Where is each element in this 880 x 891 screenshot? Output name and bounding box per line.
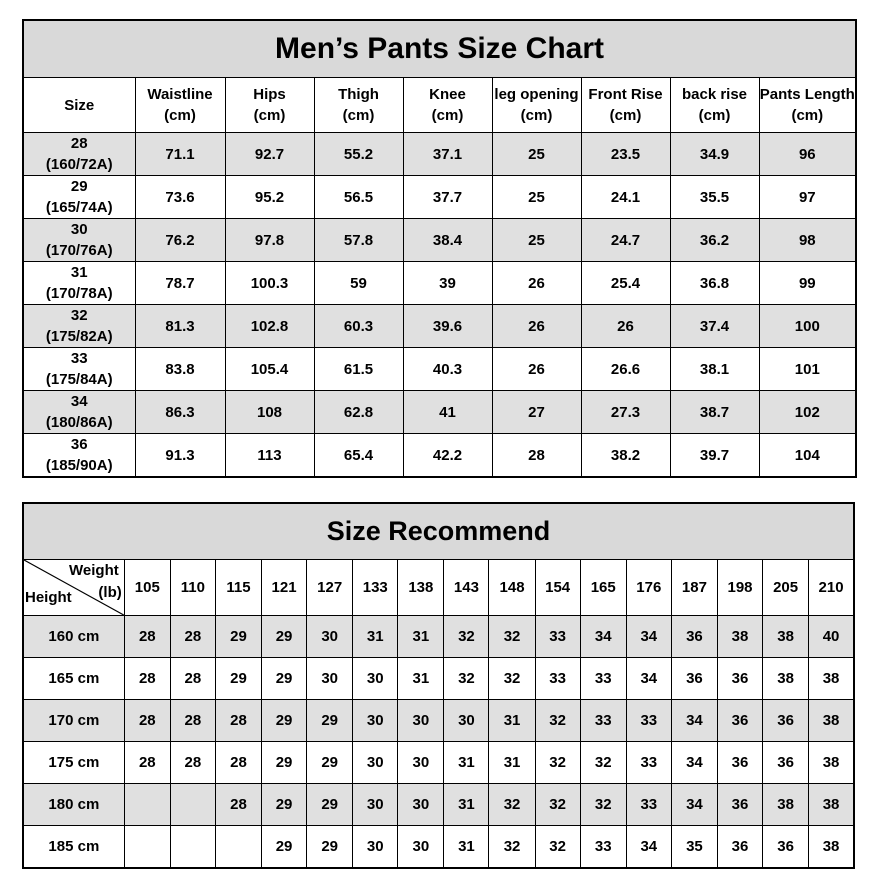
measurement-cell: 98 [759, 219, 856, 262]
height-cell: 180 cm [23, 784, 124, 826]
recommended-size-cell: 34 [671, 742, 717, 784]
height-row [23, 826, 854, 869]
recommended-size-cell: 33 [535, 658, 580, 700]
recommended-size-cell: 32 [489, 784, 535, 826]
measurement-cell: 105.4 [225, 348, 314, 391]
size-cell [23, 348, 135, 391]
size-code: (185/90A) [45, 457, 113, 474]
recommended-size-cell: 38 [717, 616, 762, 658]
height-cell: 165 cm [23, 658, 124, 700]
recommended-size-cell: 32 [580, 784, 626, 826]
measurement-cell: 108 [225, 391, 314, 434]
weight-header-cell: 176 [626, 560, 671, 616]
recommended-size-cell: 30 [353, 826, 398, 869]
measurement-cell: 100.3 [225, 262, 314, 305]
size-code: (170/78A) [45, 285, 113, 302]
measurement-cell: 95.2 [225, 176, 314, 219]
recommended-size-cell: 35 [671, 826, 717, 869]
recommended-size-cell: 28 [124, 658, 170, 700]
size-row [23, 133, 856, 176]
weight-header-cell: 187 [671, 560, 717, 616]
recommended-size-cell: 29 [307, 784, 353, 826]
recommended-size-cell: 30 [353, 784, 398, 826]
column-header [23, 78, 135, 133]
size-number: 36 [70, 436, 88, 453]
recommended-size-cell [170, 784, 215, 826]
recommended-size-cell: 38 [763, 658, 809, 700]
measurement-cell: 37.1 [403, 133, 492, 176]
measurement-cell: 102.8 [225, 305, 314, 348]
recommended-size-cell: 36 [717, 700, 762, 742]
recommended-size-cell: 32 [444, 616, 489, 658]
recommended-size-cell: 36 [717, 742, 762, 784]
column-header-name: Thigh [338, 86, 379, 103]
recommended-size-cell: 32 [535, 826, 580, 869]
recommended-size-cell: 33 [535, 616, 580, 658]
recommended-size-cell: 38 [763, 784, 809, 826]
column-header [759, 78, 856, 133]
size-number: 30 [70, 221, 88, 238]
recommended-size-cell: 29 [307, 700, 353, 742]
measurement-cell: 55.2 [314, 133, 403, 176]
recommended-size-cell: 36 [763, 826, 809, 869]
recommended-size-cell: 28 [215, 700, 261, 742]
recommended-size-cell: 29 [215, 658, 261, 700]
measurement-cell: 92.7 [225, 133, 314, 176]
measurement-cell: 81.3 [135, 305, 225, 348]
measurement-cell: 97.8 [225, 219, 314, 262]
size-row [23, 176, 856, 219]
measurement-cell: 101 [759, 348, 856, 391]
weight-unit-label: (lb) [98, 584, 122, 601]
recommended-size-cell: 36 [717, 784, 762, 826]
recommended-size-cell: 30 [353, 700, 398, 742]
measurement-cell: 26.6 [581, 348, 670, 391]
recommended-size-cell: 32 [444, 658, 489, 700]
weight-header-cell: 143 [444, 560, 489, 616]
column-header-name: Hips [253, 86, 286, 103]
column-header-unit: (cm) [520, 107, 553, 124]
size-recommend-title: Size Recommend [23, 503, 854, 560]
column-header [670, 78, 759, 133]
column-header-name: Size [64, 96, 95, 114]
recommended-size-cell: 28 [170, 742, 215, 784]
recommended-size-cell: 29 [262, 784, 307, 826]
column-header [225, 78, 314, 133]
column-header-name: Waistline [147, 86, 213, 103]
weight-header-cell: 121 [262, 560, 307, 616]
recommended-size-cell: 32 [535, 784, 580, 826]
column-header [314, 78, 403, 133]
recommended-size-cell: 31 [489, 742, 535, 784]
size-row [23, 434, 856, 478]
column-header-unit: (cm) [609, 107, 642, 124]
recommended-size-cell [124, 784, 170, 826]
size-chart-header-row [23, 78, 856, 133]
measurement-cell: 38.7 [670, 391, 759, 434]
measurement-cell: 39 [403, 262, 492, 305]
measurement-cell: 36.8 [670, 262, 759, 305]
recommended-size-cell: 38 [809, 742, 854, 784]
recommended-size-cell: 33 [626, 700, 671, 742]
height-row [23, 700, 854, 742]
measurement-cell: 24.1 [581, 176, 670, 219]
size-code: (170/76A) [45, 242, 113, 259]
measurement-cell: 25 [492, 133, 581, 176]
measurement-cell: 38.4 [403, 219, 492, 262]
height-cell: 160 cm [23, 616, 124, 658]
recommended-size-cell: 38 [809, 784, 854, 826]
recommended-size-cell: 31 [398, 616, 444, 658]
height-row [23, 742, 854, 784]
recommended-size-cell: 32 [535, 742, 580, 784]
recommended-size-cell: 33 [626, 742, 671, 784]
size-number: 33 [70, 350, 88, 367]
recommended-size-cell: 34 [671, 784, 717, 826]
size-number: 29 [70, 178, 88, 195]
measurement-cell: 73.6 [135, 176, 225, 219]
size-row [23, 262, 856, 305]
measurement-cell: 27.3 [581, 391, 670, 434]
size-recommend-table [22, 502, 855, 869]
size-number: 32 [70, 307, 88, 324]
measurement-cell: 113 [225, 434, 314, 478]
measurement-cell: 28 [492, 434, 581, 478]
measurement-cell: 37.7 [403, 176, 492, 219]
recommended-size-cell [170, 826, 215, 869]
recommended-size-cell: 38 [763, 616, 809, 658]
column-header-unit: (cm) [342, 107, 375, 124]
recommended-size-cell: 30 [444, 700, 489, 742]
height-cell: 170 cm [23, 700, 124, 742]
measurement-cell: 56.5 [314, 176, 403, 219]
recommended-size-cell: 38 [809, 826, 854, 869]
measurement-cell: 99 [759, 262, 856, 305]
measurement-cell: 23.5 [581, 133, 670, 176]
measurement-cell: 38.2 [581, 434, 670, 478]
recommended-size-cell: 29 [262, 742, 307, 784]
weight-height-corner-cell [23, 560, 124, 616]
measurement-cell: 24.7 [581, 219, 670, 262]
recommended-size-cell: 28 [170, 658, 215, 700]
column-header [581, 78, 670, 133]
recommended-size-cell: 36 [717, 658, 762, 700]
measurement-cell: 27 [492, 391, 581, 434]
weight-header-cell: 115 [215, 560, 261, 616]
size-code: (165/74A) [45, 199, 113, 216]
measurement-cell: 60.3 [314, 305, 403, 348]
weight-header-cell: 127 [307, 560, 353, 616]
size-code: (175/84A) [45, 371, 113, 388]
size-row [23, 391, 856, 434]
recommended-size-cell: 31 [444, 784, 489, 826]
recommended-size-cell: 32 [580, 742, 626, 784]
measurement-cell: 96 [759, 133, 856, 176]
recommended-size-cell: 30 [398, 826, 444, 869]
weight-header-cell: 105 [124, 560, 170, 616]
recommended-size-cell: 29 [215, 616, 261, 658]
measurement-cell: 36.2 [670, 219, 759, 262]
recommended-size-cell: 28 [215, 742, 261, 784]
measurement-cell: 91.3 [135, 434, 225, 478]
height-row [23, 784, 854, 826]
height-cell: 175 cm [23, 742, 124, 784]
measurement-cell: 25.4 [581, 262, 670, 305]
recommended-size-cell: 36 [717, 826, 762, 869]
recommended-size-cell: 34 [626, 616, 671, 658]
measurement-cell: 40.3 [403, 348, 492, 391]
weight-header-cell: 198 [717, 560, 762, 616]
recommended-size-cell [215, 826, 261, 869]
recommended-size-cell: 30 [398, 742, 444, 784]
recommended-size-cell [124, 826, 170, 869]
recommended-size-cell: 32 [489, 658, 535, 700]
height-row [23, 658, 854, 700]
weight-header-cell: 154 [535, 560, 580, 616]
column-header-unit: (cm) [431, 107, 464, 124]
recommended-size-cell: 30 [398, 784, 444, 826]
measurement-cell: 25 [492, 176, 581, 219]
recommended-size-cell: 29 [307, 742, 353, 784]
column-header-unit: (cm) [791, 107, 824, 124]
measurement-cell: 26 [492, 262, 581, 305]
measurement-cell: 78.7 [135, 262, 225, 305]
column-header-name: back rise [681, 86, 748, 103]
size-cell [23, 133, 135, 176]
size-number: 31 [70, 264, 88, 281]
recommended-size-cell: 28 [124, 742, 170, 784]
weight-header-cell: 148 [489, 560, 535, 616]
measurement-cell: 37.4 [670, 305, 759, 348]
recommended-size-cell: 33 [626, 784, 671, 826]
recommended-size-cell: 36 [763, 742, 809, 784]
measurement-cell: 59 [314, 262, 403, 305]
height-axis-label: Height [25, 589, 72, 606]
weight-header-cell: 205 [763, 560, 809, 616]
recommended-size-cell: 30 [307, 616, 353, 658]
recommended-size-cell: 34 [626, 658, 671, 700]
recommended-size-cell: 28 [215, 784, 261, 826]
recommended-size-cell: 29 [262, 700, 307, 742]
measurement-cell: 71.1 [135, 133, 225, 176]
recommended-size-cell: 31 [398, 658, 444, 700]
recommended-size-cell: 29 [307, 826, 353, 869]
recommended-size-cell: 29 [262, 658, 307, 700]
recommended-size-cell: 34 [626, 826, 671, 869]
measurement-cell: 41 [403, 391, 492, 434]
weight-header-cell: 210 [809, 560, 854, 616]
measurement-cell: 100 [759, 305, 856, 348]
recommended-size-cell: 31 [444, 742, 489, 784]
recommended-size-cell: 32 [535, 700, 580, 742]
size-row [23, 305, 856, 348]
size-row [23, 219, 856, 262]
recommended-size-cell: 30 [307, 658, 353, 700]
size-code: (175/82A) [45, 328, 113, 345]
recommended-size-cell: 31 [444, 826, 489, 869]
column-header [492, 78, 581, 133]
measurement-cell: 61.5 [314, 348, 403, 391]
recommended-size-cell: 40 [809, 616, 854, 658]
column-header-unit: (cm) [164, 107, 196, 124]
size-row [23, 348, 856, 391]
measurement-cell: 26 [581, 305, 670, 348]
recommended-size-cell: 38 [809, 658, 854, 700]
size-code: (180/86A) [45, 414, 113, 431]
size-cell [23, 219, 135, 262]
size-chart-table [22, 19, 857, 478]
column-header-name: leg opening [494, 86, 579, 103]
column-header-name: Pants Length [759, 86, 855, 103]
recommended-size-cell: 33 [580, 700, 626, 742]
recommended-size-cell: 34 [671, 700, 717, 742]
column-header-name: Front Rise [588, 86, 663, 103]
measurement-cell: 62.8 [314, 391, 403, 434]
recommended-size-cell: 28 [170, 700, 215, 742]
column-header-unit: (cm) [698, 107, 731, 124]
size-number: 34 [70, 393, 88, 410]
recommended-size-cell: 29 [262, 826, 307, 869]
column-header-unit: (cm) [253, 107, 286, 124]
recommended-size-cell: 33 [580, 826, 626, 869]
column-header [135, 78, 225, 133]
measurement-cell: 102 [759, 391, 856, 434]
recommended-size-cell: 32 [489, 826, 535, 869]
measurement-cell: 97 [759, 176, 856, 219]
recommended-size-cell: 30 [353, 658, 398, 700]
measurement-cell: 39.7 [670, 434, 759, 478]
column-header-name: Knee [429, 86, 466, 103]
measurement-cell: 34.9 [670, 133, 759, 176]
column-header [403, 78, 492, 133]
measurement-cell: 35.5 [670, 176, 759, 219]
size-code: (160/72A) [45, 156, 113, 173]
recommended-size-cell: 32 [489, 616, 535, 658]
recommended-size-cell: 38 [809, 700, 854, 742]
measurement-cell: 104 [759, 434, 856, 478]
recommended-size-cell: 29 [262, 616, 307, 658]
size-cell [23, 305, 135, 348]
size-chart-title: Men’s Pants Size Chart [23, 20, 856, 78]
measurement-cell: 57.8 [314, 219, 403, 262]
recommended-size-cell: 28 [170, 616, 215, 658]
recommended-size-cell: 36 [671, 658, 717, 700]
measurement-cell: 26 [492, 305, 581, 348]
size-cell [23, 176, 135, 219]
recommended-size-cell: 36 [763, 700, 809, 742]
measurement-cell: 38.1 [670, 348, 759, 391]
recommended-size-cell: 33 [580, 658, 626, 700]
recommended-size-cell: 28 [124, 616, 170, 658]
weight-header-cell: 133 [353, 560, 398, 616]
recommended-size-cell: 31 [353, 616, 398, 658]
weight-header-cell: 165 [580, 560, 626, 616]
height-cell: 185 cm [23, 826, 124, 869]
size-cell [23, 391, 135, 434]
weight-axis-label: Weight [69, 562, 119, 579]
recommended-size-cell: 34 [580, 616, 626, 658]
weight-header-cell: 138 [398, 560, 444, 616]
recommended-size-cell: 30 [398, 700, 444, 742]
weight-header-cell: 110 [170, 560, 215, 616]
size-number: 28 [70, 135, 88, 152]
size-cell [23, 434, 135, 478]
measurement-cell: 42.2 [403, 434, 492, 478]
size-cell [23, 262, 135, 305]
measurement-cell: 26 [492, 348, 581, 391]
measurement-cell: 83.8 [135, 348, 225, 391]
measurement-cell: 25 [492, 219, 581, 262]
recommended-size-cell: 30 [353, 742, 398, 784]
measurement-cell: 39.6 [403, 305, 492, 348]
measurement-cell: 86.3 [135, 391, 225, 434]
recommended-size-cell: 36 [671, 616, 717, 658]
height-row [23, 616, 854, 658]
measurement-cell: 76.2 [135, 219, 225, 262]
weight-header-row [23, 560, 854, 616]
measurement-cell: 65.4 [314, 434, 403, 478]
recommended-size-cell: 31 [489, 700, 535, 742]
recommended-size-cell: 28 [124, 700, 170, 742]
